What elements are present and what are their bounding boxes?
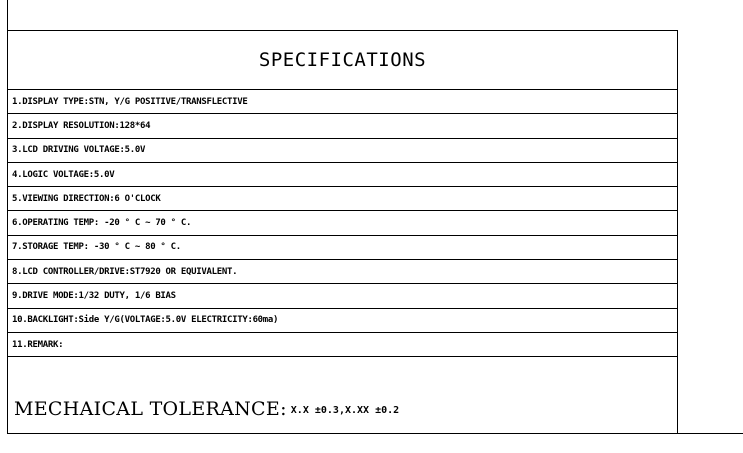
spec-row-storage-temp: 7.STORAGE TEMP: -30 ° C ~ 80 ° C.	[8, 236, 677, 260]
spec-row-viewing-direction: 5.VIEWING DIRECTION:6 O'CLOCK	[8, 187, 677, 211]
tolerance-label: MECHAICAL TOLERANCE:	[14, 397, 287, 420]
spec-row-drive-mode: 9.DRIVE MODE:1/32 DUTY, 1/6 BIAS	[8, 284, 677, 308]
frame-right-line	[677, 30, 678, 434]
mechanical-tolerance	[8, 384, 677, 433]
spec-row-logic-voltage: 4.LOGIC VOLTAGE:5.0V	[8, 163, 677, 187]
spec-row-remark: 11.REMARK:	[8, 333, 677, 357]
spec-row-lcd-driving-voltage: 3.LCD DRIVING VOLTAGE:5.0V	[8, 139, 677, 163]
frame-bottom-line	[7, 433, 743, 434]
spec-row-backlight: 10.BACKLIGHT:Side Y/G(VOLTAGE:5.0V ELECTRICITY:60ma)	[8, 309, 677, 333]
spec-row-display-resolution: 2.DISPLAY RESOLUTION:128*64	[8, 114, 677, 138]
spec-row-operating-temp: 6.OPERATING TEMP: -20 ° C ~ 70 ° C.	[8, 211, 677, 235]
spec-list	[8, 90, 677, 357]
spec-row-lcd-controller: 8.LCD CONTROLLER/DRIVE:ST7920 OR EQUIVALENT.	[8, 260, 677, 284]
spec-row-display-type: 1.DISPLAY TYPE:STN, Y/G POSITIVE/TRANSFLECTIVE	[8, 90, 677, 114]
tolerance-value: X.X ±0.3,X.XX ±0.2	[290, 405, 400, 416]
page-title: SPECIFICATIONS	[8, 31, 677, 90]
